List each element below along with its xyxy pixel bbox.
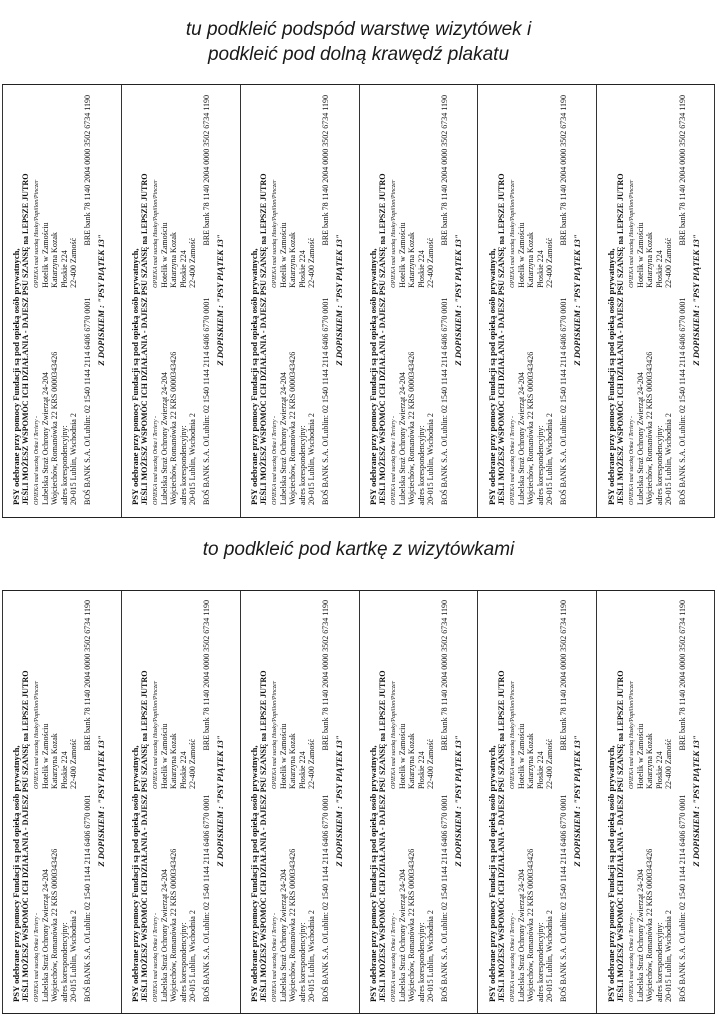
card-footer-note: Z DOPISKIEM : "PSY PIĄTEK 13" — [334, 234, 345, 366]
card-slot — [121, 591, 240, 1013]
heading-middle: to podkleić pod kartkę z wizytówkami — [202, 539, 515, 560]
bank-account-right: BRE bank 78 1140 2004 0000 3502 6734 1190 — [558, 600, 568, 751]
left-line: 20-015 Lublin, Wschodnia 2 — [307, 910, 317, 1002]
right-line: Hotelik w Zamościu — [635, 222, 645, 288]
right-care-header: OPIEKA nad suczką Husky/Papillon/Pinczer — [509, 680, 516, 789]
right-line: Płoskie 224 — [535, 751, 545, 789]
card-footer-note: Z DOPISKIEM : "PSY PIĄTEK 13" — [690, 735, 701, 867]
left-care-header: OPIEKA nad suczką Onka i Teriery - — [628, 416, 635, 505]
right-line: 22-400 Zamość — [663, 738, 673, 789]
card-title-line-2: JEŚLI MOŻESZ WSPOMÓC ICH DZIAŁANIA - DAJESZ PSU SZANSĘ na LEPSZE JUTRO — [615, 670, 625, 1002]
bank-account-right: BRE bank 78 1140 2004 0000 3502 6734 1190 — [82, 600, 92, 751]
card-bank-row — [83, 95, 92, 505]
cut-line — [240, 591, 241, 1013]
card-bank-row — [321, 95, 330, 505]
bank-account-right: BRE bank 78 1140 2004 0000 3502 6734 1190 — [201, 600, 211, 751]
card-slot — [477, 591, 596, 1013]
right-line: Katarzyna Kozak — [407, 733, 417, 789]
card-contact-columns — [153, 600, 198, 1002]
cut-line — [2, 591, 3, 1013]
cut-line — [2, 85, 3, 517]
left-care-header: OPIEKA nad suczką Onka i Teriery - — [509, 416, 516, 505]
card-right-column — [153, 95, 198, 292]
left-line: Wojciechów, Romanówka 22 KRS 0000343426 — [644, 351, 654, 505]
left-line: 20-015 Lublin, Wschodnia 2 — [663, 910, 673, 1002]
right-line: Płoskie 224 — [535, 250, 545, 288]
left-care-header: OPIEKA nad suczką Onka i Teriery - — [509, 913, 516, 1002]
card-contact-columns — [391, 95, 436, 505]
card-left-column — [509, 292, 554, 505]
left-line: adres korespondencyjny: — [60, 922, 70, 1002]
card-title-line-2: JEŚLI MOŻESZ WSPOMÓC ICH DZIAŁANIA - DAJESZ PSU SZANSĘ na LEPSZE JUTRO — [140, 670, 150, 1002]
left-line: Wojciechów, Romanówka 22 KRS 0000343426 — [407, 848, 417, 1002]
card-right-column — [272, 600, 317, 793]
card-footer-note: Z DOPISKIEM : "PSY PIĄTEK 13" — [452, 735, 463, 867]
card-title-line-2: JEŚLI MOŻESZ WSPOMÓC ICH DZIAŁANIA - DAJESZ PSU SZANSĘ na LEPSZE JUTRO — [378, 173, 388, 505]
left-line: Wojciechów, Romanówka 22 KRS 0000343426 — [169, 848, 179, 1002]
right-line: Hotelik w Zamościu — [278, 222, 288, 288]
card-title-line-2: JEŚLI MOŻESZ WSPOMÓC ICH DZIAŁANIA - DAJESZ PSU SZANSĘ na LEPSZE JUTRO — [496, 670, 506, 1002]
bank-account-right: BRE bank 78 1140 2004 0000 3502 6734 1190 — [201, 95, 211, 246]
left-care-header: OPIEKA nad suczką Onka i Teriery - — [390, 416, 397, 505]
card-slot — [359, 591, 478, 1013]
right-line: Hotelik w Zamościu — [635, 723, 645, 789]
left-line: Lubelska Straż Ochrony Zwierząt 24-204 — [41, 869, 51, 1002]
left-line: adres korespondencyjny: — [178, 425, 188, 505]
card-title-line-1: PSY odebrane przy pomocy Fundacji są pod opieką osób prywatnych, — [249, 745, 260, 1002]
right-line: Hotelik w Zamościu — [41, 222, 51, 288]
right-line: 22-400 Zamość — [544, 738, 554, 789]
left-line: adres korespondencyjny: — [654, 922, 664, 1002]
right-line: Katarzyna Kozak — [525, 232, 535, 288]
left-line: adres korespondencyjny: — [416, 425, 426, 505]
left-line: Lubelska Straż Ochrony Zwierząt 24-204 — [160, 372, 169, 505]
card-left-column — [272, 292, 317, 505]
card-title-line-2: JEŚLI MOŻESZ WSPOMÓC ICH DZIAŁANIA - DAJESZ PSU SZANSĘ na LEPSZE JUTRO — [21, 173, 31, 505]
right-line: Katarzyna Kozak — [50, 733, 60, 789]
left-line: Wojciechów, Romanówka 22 KRS 0000343426 — [644, 848, 654, 1002]
heading-top-line-1: tu podkleić podspód warstwę wizytówek i — [185, 19, 532, 40]
bank-account-left: BOŚ BANK S.A. O/Lublin: 02 1540 1144 2114 6406 6770 0001 — [320, 297, 330, 505]
right-line: Hotelik w Zamościu — [160, 723, 169, 789]
card-footer-note: Z DOPISKIEM : "PSY PIĄTEK 13" — [452, 234, 463, 366]
right-line: Płoskie 224 — [178, 250, 188, 288]
card-title-line-1: PSY odebrane przy pomocy Fundacji są pod opieką osób prywatnych, — [367, 248, 378, 505]
bank-account-right: BRE bank 78 1140 2004 0000 3502 6734 1190 — [677, 600, 687, 751]
right-line: Hotelik w Zamościu — [41, 723, 51, 789]
bank-account-right: BRE bank 78 1140 2004 0000 3502 6734 1190 — [320, 600, 330, 751]
right-care-header: OPIEKA nad suczką Husky/Papillon/Pinczer — [271, 680, 278, 789]
right-line: 22-400 Zamość — [69, 738, 79, 789]
right-line: Płoskie 224 — [654, 250, 664, 288]
heading-top-line-2: podkleić pod dolną krawędź plakatu — [207, 44, 510, 65]
card-slot — [359, 85, 478, 517]
cut-line — [240, 85, 241, 517]
cut-line — [121, 591, 122, 1013]
cut-line — [477, 85, 478, 517]
card-slot — [596, 591, 715, 1013]
cut-line — [714, 85, 715, 517]
card-title-line-2: JEŚLI MOŻESZ WSPOMÓC ICH DZIAŁANIA - DAJESZ PSU SZANSĘ na LEPSZE JUTRO — [378, 670, 388, 1002]
card-footer-note: Z DOPISKIEM : "PSY PIĄTEK 13" — [215, 234, 226, 366]
left-line: 20-015 Lublin, Wschodnia 2 — [69, 910, 79, 1002]
bank-account-left: BOŚ BANK S.A. O/Lublin: 02 1540 1144 2114 6406 6770 0001 — [677, 794, 687, 1002]
card-bank-row — [439, 600, 448, 1002]
card-footer-note: Z DOPISKIEM : "PSY PIĄTEK 13" — [215, 735, 226, 867]
right-line: Płoskie 224 — [416, 751, 426, 789]
bank-account-left: BOŚ BANK S.A. O/Lublin: 02 1540 1144 2114 6406 6770 0001 — [82, 297, 92, 505]
card-left-column — [628, 292, 673, 505]
bank-account-right: BRE bank 78 1140 2004 0000 3502 6734 1190 — [82, 95, 92, 246]
right-care-header: OPIEKA nad suczką Husky/Papillon/Pinczer — [628, 680, 635, 789]
card-contact-columns — [272, 95, 317, 505]
business-card — [365, 91, 471, 511]
left-line: 20-015 Lublin, Wschodnia 2 — [663, 413, 673, 505]
right-line: 22-400 Zamość — [425, 738, 435, 789]
cut-line — [596, 85, 597, 517]
left-care-header: OPIEKA nad suczką Onka i Teriery - — [271, 913, 278, 1002]
card-contact-columns — [628, 600, 673, 1002]
left-line: 20-015 Lublin, Wschodnia 2 — [544, 910, 554, 1002]
card-right-column — [391, 600, 436, 793]
card-slot — [2, 591, 121, 1013]
bank-account-right: BRE bank 78 1140 2004 0000 3502 6734 1190 — [677, 95, 687, 246]
right-line: Katarzyna Kozak — [644, 733, 654, 789]
left-line: 20-015 Lublin, Wschodnia 2 — [307, 413, 317, 505]
left-line: adres korespondencyjny: — [60, 425, 70, 505]
card-footer-note: Z DOPISKIEM : "PSY PIĄTEK 13" — [571, 735, 582, 867]
business-card — [603, 91, 709, 511]
card-contact-columns — [272, 600, 317, 1002]
card-title-line-2: JEŚLI MOŻESZ WSPOMÓC ICH DZIAŁANIA - DAJESZ PSU SZANSĘ na LEPSZE JUTRO — [259, 670, 269, 1002]
left-line: adres korespondencyjny: — [654, 425, 664, 505]
left-line: adres korespondencyjny: — [535, 922, 545, 1002]
cut-line — [596, 591, 597, 1013]
left-care-header: OPIEKA nad suczką Onka i Teriery - — [152, 913, 159, 1002]
card-title-line-2: JEŚLI MOŻESZ WSPOMÓC ICH DZIAŁANIA - DAJESZ PSU SZANSĘ na LEPSZE JUTRO — [140, 173, 150, 505]
right-line: Katarzyna Kozak — [169, 733, 179, 789]
card-left-column — [34, 793, 79, 1002]
card-title-line-1: PSY odebrane przy pomocy Fundacji są pod opieką osób prywatnych, — [367, 745, 378, 1002]
left-line: adres korespondencyjny: — [416, 922, 426, 1002]
left-line: 20-015 Lublin, Wschodnia 2 — [425, 413, 435, 505]
right-line: Płoskie 224 — [60, 751, 70, 789]
left-line: Lubelska Straż Ochrony Zwierząt 24-204 — [397, 869, 407, 1002]
card-bank-row — [83, 600, 92, 1002]
card-title-line-1: PSY odebrane przy pomocy Fundacji są pod opieką osób prywatnych, — [249, 248, 260, 505]
card-right-column — [272, 95, 317, 292]
card-title-line-1: PSY odebrane przy pomocy Fundacji są pod opieką osób prywatnych, — [11, 248, 22, 505]
card-right-column — [34, 95, 79, 292]
left-line: 20-015 Lublin, Wschodnia 2 — [425, 910, 435, 1002]
right-line: Hotelik w Zamościu — [397, 723, 407, 789]
left-line: Lubelska Straż Ochrony Zwierząt 24-204 — [41, 372, 51, 505]
card-contact-columns — [34, 95, 79, 505]
card-title-line-1: PSY odebrane przy pomocy Fundacji są pod opieką osób prywatnych, — [130, 248, 141, 505]
cut-line — [359, 591, 360, 1013]
left-line: Lubelska Straż Ochrony Zwierząt 24-204 — [397, 372, 407, 505]
right-line: 22-400 Zamość — [188, 738, 198, 789]
business-card-sheet-top — [2, 84, 715, 518]
left-line: Wojciechów, Romanówka 22 KRS 0000343426 — [50, 351, 60, 505]
card-bank-row — [677, 95, 686, 505]
card-footer-note: Z DOPISKIEM : "PSY PIĄTEK 13" — [96, 735, 107, 867]
right-line: Płoskie 224 — [60, 250, 70, 288]
bank-account-right: BRE bank 78 1140 2004 0000 3502 6734 1190 — [439, 95, 449, 246]
left-line: Wojciechów, Romanówka 22 KRS 0000343426 — [288, 351, 298, 505]
card-right-column — [509, 95, 554, 292]
right-line: Hotelik w Zamościu — [278, 723, 288, 789]
right-line: 22-400 Zamość — [425, 237, 435, 288]
left-care-header: OPIEKA nad suczką Onka i Teriery - — [271, 416, 278, 505]
right-line: Katarzyna Kozak — [525, 733, 535, 789]
right-line: Katarzyna Kozak — [644, 232, 654, 288]
left-line: Lubelska Straż Ochrony Zwierząt 24-204 — [278, 869, 288, 1002]
left-line: Lubelska Straż Ochrony Zwierząt 24-204 — [160, 869, 169, 1002]
right-line: Katarzyna Kozak — [288, 232, 298, 288]
card-contact-columns — [509, 600, 554, 1002]
card-title-line-2: JEŚLI MOŻESZ WSPOMÓC ICH DZIAŁANIA - DAJESZ PSU SZANSĘ na LEPSZE JUTRO — [615, 173, 625, 505]
card-left-column — [391, 292, 436, 505]
card-title-line-1: PSY odebrane przy pomocy Fundacji są pod opieką osób prywatnych, — [486, 745, 497, 1002]
right-line: Katarzyna Kozak — [288, 733, 298, 789]
bank-account-left: BOŚ BANK S.A. O/Lublin: 02 1540 1144 2114 6406 6770 0001 — [82, 794, 92, 1002]
heading-top — [0, 17, 717, 67]
card-slot — [596, 85, 715, 517]
card-left-column — [153, 793, 198, 1002]
card-slot — [121, 85, 240, 517]
card-bank-row — [677, 600, 686, 1002]
right-care-header: OPIEKA nad suczką Husky/Papillon/Pinczer — [152, 680, 159, 789]
business-card — [127, 596, 233, 1008]
card-bank-row — [202, 95, 211, 505]
card-left-column — [628, 793, 673, 1002]
right-line: 22-400 Zamość — [69, 237, 79, 288]
left-line: Lubelska Straż Ochrony Zwierząt 24-204 — [278, 372, 288, 505]
card-left-column — [272, 793, 317, 1002]
right-line: 22-400 Zamość — [544, 237, 554, 288]
bank-account-left: BOŚ BANK S.A. O/Lublin: 02 1540 1144 2114 6406 6770 0001 — [439, 794, 449, 1002]
cut-line — [121, 85, 122, 517]
card-title-line-2: JEŚLI MOŻESZ WSPOMÓC ICH DZIAŁANIA - DAJESZ PSU SZANSĘ na LEPSZE JUTRO — [21, 670, 31, 1002]
card-title-line-2: JEŚLI MOŻESZ WSPOMÓC ICH DZIAŁANIA - DAJESZ PSU SZANSĘ na LEPSZE JUTRO — [259, 173, 269, 505]
bank-account-right: BRE bank 78 1140 2004 0000 3502 6734 1190 — [439, 600, 449, 751]
cut-line — [477, 591, 478, 1013]
card-bank-row — [558, 95, 567, 505]
right-line: Katarzyna Kozak — [50, 232, 60, 288]
left-care-header: OPIEKA nad suczką Onka i Teriery - — [34, 416, 41, 505]
business-card — [8, 596, 114, 1008]
right-line: Płoskie 224 — [654, 751, 664, 789]
bank-account-right: BRE bank 78 1140 2004 0000 3502 6734 1190 — [320, 95, 330, 246]
left-line: 20-015 Lublin, Wschodnia 2 — [188, 413, 198, 505]
business-card — [246, 91, 352, 511]
bank-account-right: BRE bank 78 1140 2004 0000 3502 6734 1190 — [558, 95, 568, 246]
cut-line — [359, 85, 360, 517]
card-contact-columns — [34, 600, 79, 1002]
card-right-column — [153, 600, 198, 793]
left-care-header: OPIEKA nad suczką Onka i Teriery - — [34, 913, 41, 1002]
left-line: adres korespondencyjny: — [297, 425, 307, 505]
card-right-column — [34, 600, 79, 793]
card-bank-row — [202, 600, 211, 1002]
card-title-line-1: PSY odebrane przy pomocy Fundacji są pod opieką osób prywatnych, — [605, 745, 616, 1002]
bank-account-left: BOŚ BANK S.A. O/Lublin: 02 1540 1144 2114 6406 6770 0001 — [201, 297, 211, 505]
card-contact-columns — [153, 95, 198, 505]
left-line: Wojciechów, Romanówka 22 KRS 0000343426 — [169, 351, 179, 505]
card-left-column — [509, 793, 554, 1002]
right-line: Katarzyna Kozak — [169, 232, 179, 288]
card-footer-note: Z DOPISKIEM : "PSY PIĄTEK 13" — [96, 234, 107, 366]
left-care-header: OPIEKA nad suczką Onka i Teriery - — [152, 416, 159, 505]
card-left-column — [153, 292, 198, 505]
right-care-header: OPIEKA nad suczką Husky/Papillon/Pinczer — [34, 680, 41, 789]
bank-account-left: BOŚ BANK S.A. O/Lublin: 02 1540 1144 2114 6406 6770 0001 — [677, 297, 687, 505]
card-title-line-1: PSY odebrane przy pomocy Fundacji są pod opieką osób prywatnych, — [486, 248, 497, 505]
right-care-header: OPIEKA nad suczką Husky/Papillon/Pinczer — [390, 680, 397, 789]
business-card — [484, 91, 590, 511]
bank-account-left: BOŚ BANK S.A. O/Lublin: 02 1540 1144 2114 6406 6770 0001 — [201, 794, 211, 1002]
card-slot — [477, 85, 596, 517]
card-title-line-1: PSY odebrane przy pomocy Fundacji są pod opieką osób prywatnych, — [130, 745, 141, 1002]
bank-account-left: BOŚ BANK S.A. O/Lublin: 02 1540 1144 2114 6406 6770 0001 — [558, 297, 568, 505]
left-line: Wojciechów, Romanówka 22 KRS 0000343426 — [407, 351, 417, 505]
right-line: Płoskie 224 — [416, 250, 426, 288]
right-line: 22-400 Zamość — [188, 237, 198, 288]
card-contact-columns — [391, 600, 436, 1002]
card-left-column — [391, 793, 436, 1002]
card-right-column — [391, 95, 436, 292]
right-line: Hotelik w Zamościu — [397, 222, 407, 288]
card-right-column — [628, 600, 673, 793]
bank-account-left: BOŚ BANK S.A. O/Lublin: 02 1540 1144 2114 6406 6770 0001 — [320, 794, 330, 1002]
left-line: 20-015 Lublin, Wschodnia 2 — [69, 413, 79, 505]
right-line: Katarzyna Kozak — [407, 232, 417, 288]
left-line: adres korespondencyjny: — [178, 922, 188, 1002]
card-contact-columns — [509, 95, 554, 505]
right-care-header: OPIEKA nad suczką Husky/Papillon/Pinczer — [509, 179, 516, 288]
bank-account-left: BOŚ BANK S.A. O/Lublin: 02 1540 1144 2114 6406 6770 0001 — [439, 297, 449, 505]
right-care-header: OPIEKA nad suczką Husky/Papillon/Pinczer — [152, 179, 159, 288]
left-line: adres korespondencyjny: — [535, 425, 545, 505]
left-care-header: OPIEKA nad suczką Onka i Teriery - — [628, 913, 635, 1002]
business-card — [603, 596, 709, 1008]
left-line: 20-015 Lublin, Wschodnia 2 — [188, 910, 198, 1002]
right-line: Płoskie 224 — [297, 751, 307, 789]
left-line: Wojciechów, Romanówka 22 KRS 0000343426 — [50, 848, 60, 1002]
card-slot — [240, 85, 359, 517]
left-line: adres korespondencyjny: — [297, 922, 307, 1002]
card-footer-note: Z DOPISKIEM : "PSY PIĄTEK 13" — [571, 234, 582, 366]
right-line: Hotelik w Zamościu — [516, 723, 526, 789]
left-line: Wojciechów, Romanówka 22 KRS 0000343426 — [288, 848, 298, 1002]
card-right-column — [509, 600, 554, 793]
business-card — [127, 91, 233, 511]
left-line: Wojciechów, Romanówka 22 KRS 0000343426 — [525, 351, 535, 505]
right-line: 22-400 Zamość — [307, 738, 317, 789]
card-slot — [240, 591, 359, 1013]
card-left-column — [34, 292, 79, 505]
card-title-line-1: PSY odebrane przy pomocy Fundacji są pod opieką osób prywatnych, — [11, 745, 22, 1002]
business-card-sheet-bottom — [2, 590, 715, 1014]
right-care-header: OPIEKA nad suczką Husky/Papillon/Pinczer — [271, 179, 278, 288]
right-line: Hotelik w Zamościu — [160, 222, 169, 288]
left-line: Lubelska Straż Ochrony Zwierząt 24-204 — [635, 869, 645, 1002]
right-line: 22-400 Zamość — [663, 237, 673, 288]
card-bank-row — [558, 600, 567, 1002]
card-bank-row — [439, 95, 448, 505]
card-title-line-2: JEŚLI MOŻESZ WSPOMÓC ICH DZIAŁANIA - DAJESZ PSU SZANSĘ na LEPSZE JUTRO — [496, 173, 506, 505]
right-line: 22-400 Zamość — [307, 237, 317, 288]
cut-line — [714, 591, 715, 1013]
left-line: 20-015 Lublin, Wschodnia 2 — [544, 413, 554, 505]
card-footer-note: Z DOPISKIEM : "PSY PIĄTEK 13" — [690, 234, 701, 366]
left-line: Lubelska Straż Ochrony Zwierząt 24-204 — [516, 372, 526, 505]
right-line: Płoskie 224 — [178, 751, 188, 789]
card-slot — [2, 85, 121, 517]
bank-account-left: BOŚ BANK S.A. O/Lublin: 02 1540 1144 2114 6406 6770 0001 — [558, 794, 568, 1002]
left-line: Lubelska Straż Ochrony Zwierząt 24-204 — [516, 869, 526, 1002]
business-card — [365, 596, 471, 1008]
right-care-header: OPIEKA nad suczką Husky/Papillon/Pinczer — [390, 179, 397, 288]
business-card — [8, 91, 114, 511]
right-line: Hotelik w Zamościu — [516, 222, 526, 288]
left-line: Wojciechów, Romanówka 22 KRS 0000343426 — [525, 848, 535, 1002]
card-right-column — [628, 95, 673, 292]
card-footer-note: Z DOPISKIEM : "PSY PIĄTEK 13" — [334, 735, 345, 867]
business-card — [484, 596, 590, 1008]
left-line: Lubelska Straż Ochrony Zwierząt 24-204 — [635, 372, 645, 505]
card-contact-columns — [628, 95, 673, 505]
left-care-header: OPIEKA nad suczką Onka i Teriery - — [390, 913, 397, 1002]
right-care-header: OPIEKA nad suczką Husky/Papillon/Pinczer — [628, 179, 635, 288]
card-title-line-1: PSY odebrane przy pomocy Fundacji są pod opieką osób prywatnych, — [605, 248, 616, 505]
right-care-header: OPIEKA nad suczką Husky/Papillon/Pinczer — [34, 179, 41, 288]
business-card — [246, 596, 352, 1008]
card-bank-row — [321, 600, 330, 1002]
right-line: Płoskie 224 — [297, 250, 307, 288]
